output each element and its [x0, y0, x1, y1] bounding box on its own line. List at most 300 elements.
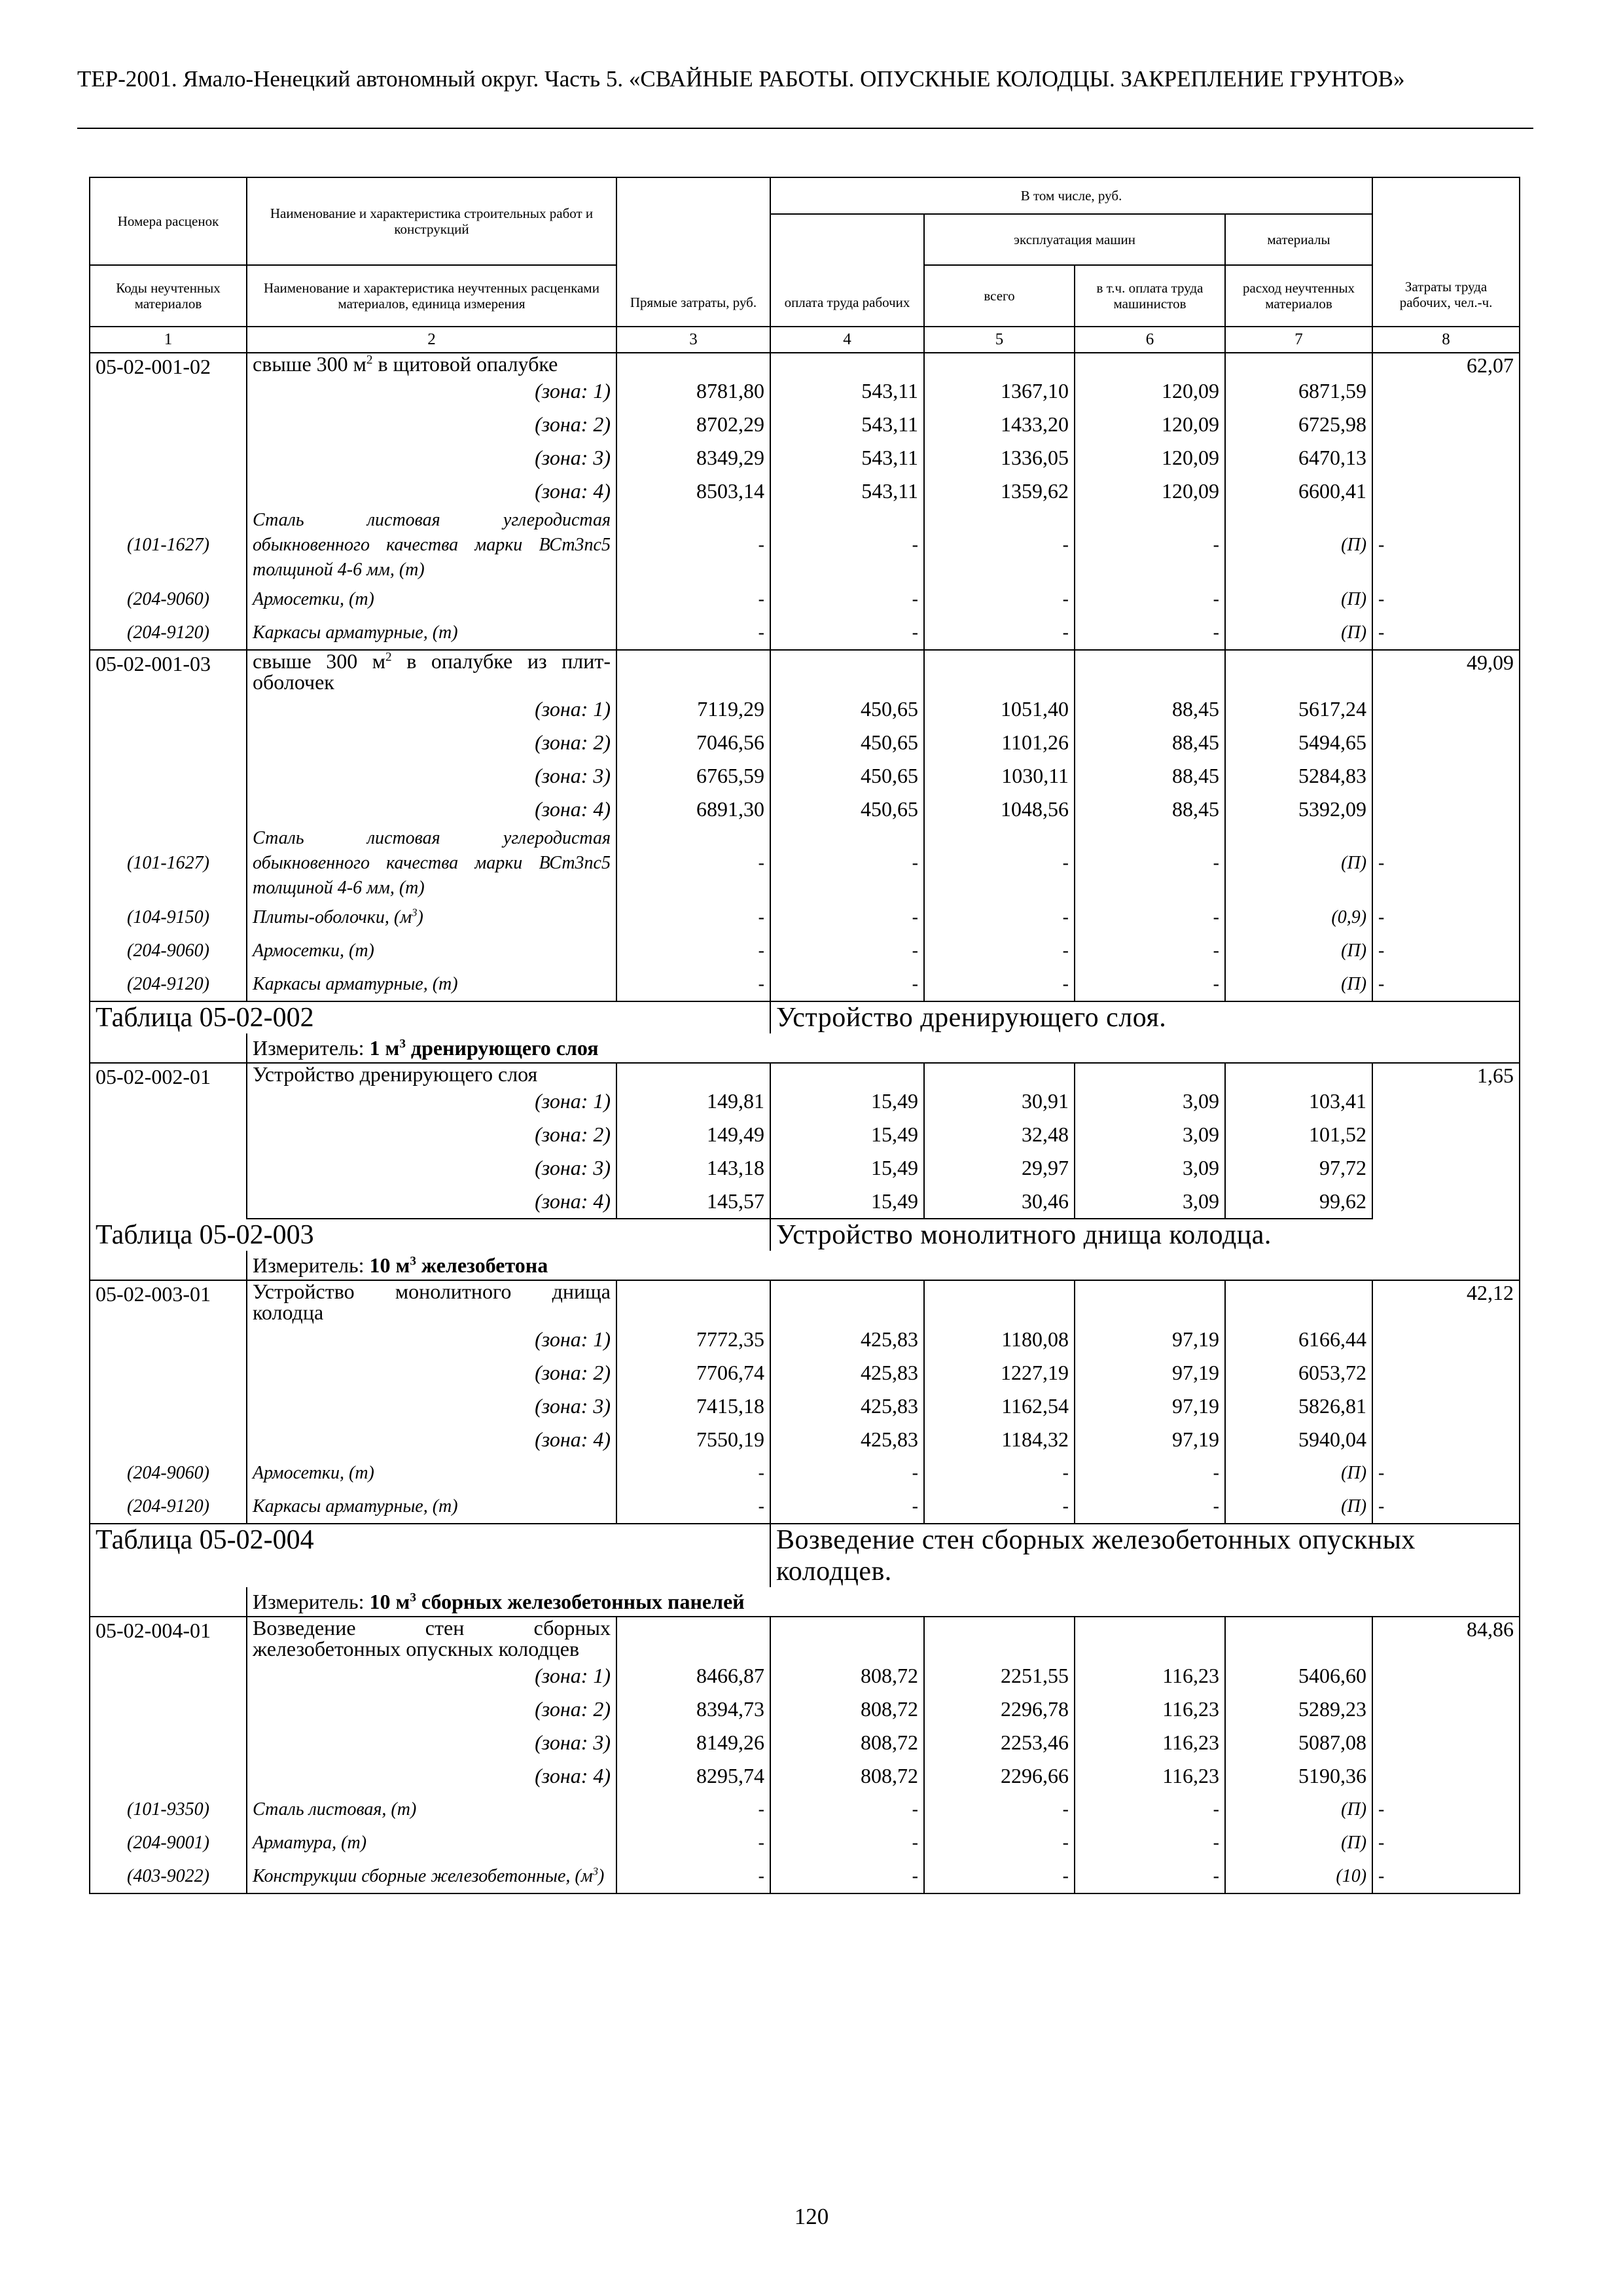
zone-label: (зона: 1): [247, 1659, 616, 1693]
measure-value: [370, 1036, 599, 1060]
dash-cell: -: [616, 583, 770, 616]
table-title: Устройство монолитного днища колодца.: [770, 1219, 1520, 1251]
value-cell: 149,49: [616, 1118, 770, 1151]
zone-label: (зона: 3): [247, 1151, 616, 1185]
labor-dash: -: [1372, 1793, 1520, 1826]
material-row: [90, 967, 1520, 1001]
empty-cell: [770, 1063, 924, 1085]
material-row: [90, 1490, 1520, 1524]
material-quantity: (П): [1225, 616, 1372, 650]
value-cell: 120,09: [1075, 408, 1225, 441]
zone-row: [90, 1759, 1520, 1793]
value-cell: 1030,11: [924, 759, 1075, 793]
labor-dash: -: [1372, 1826, 1520, 1859]
column-numbers-row: [90, 327, 1520, 353]
dash-cell: -: [770, 1826, 924, 1859]
value-cell: 88,45: [1075, 793, 1225, 826]
name-superscript: 3: [412, 906, 418, 919]
name-text: Конструкции сборные железобетонные, (м: [253, 1865, 593, 1886]
zone-row: [90, 374, 1520, 408]
value-cell: 145,57: [616, 1185, 770, 1219]
empty-cell: [1075, 1063, 1225, 1085]
labor-dash: -: [1372, 583, 1520, 616]
value-cell: 543,11: [770, 441, 924, 475]
value-cell: 8149,26: [616, 1726, 770, 1759]
dash-cell: -: [770, 826, 924, 901]
dash-cell: -: [616, 1859, 770, 1893]
value-cell: 543,11: [770, 374, 924, 408]
empty-cell: [1075, 1617, 1225, 1659]
header-rule: [77, 128, 1533, 129]
value-cell: 1180,08: [924, 1323, 1075, 1356]
material-code: (204-9120): [90, 616, 247, 650]
zone-label: (зона: 1): [247, 1085, 616, 1118]
empty-cell: [616, 353, 770, 374]
value-cell: 3,09: [1075, 1118, 1225, 1151]
labor-hours: 42,12: [1372, 1280, 1520, 1456]
measure-unit: [247, 1251, 1520, 1280]
measure-label: Измеритель:: [253, 1590, 370, 1613]
dash-cell: -: [924, 934, 1075, 967]
dash-cell: -: [770, 934, 924, 967]
empty-cell: [1075, 650, 1225, 692]
material-quantity: (П): [1225, 1490, 1372, 1524]
table-title: Устройство дренирующего слоя.: [770, 1001, 1520, 1033]
zone-label: (зона: 4): [247, 475, 616, 508]
value-cell: 88,45: [1075, 759, 1225, 793]
empty-cell: [616, 650, 770, 692]
zone-label: (зона: 4): [247, 1185, 616, 1219]
name-text: в щитовой опалубке: [372, 352, 558, 376]
material-name: Армосетки, (т): [247, 1456, 616, 1490]
zone-row: [90, 692, 1520, 726]
value-cell: 88,45: [1075, 726, 1225, 759]
dash-cell: -: [924, 508, 1075, 583]
dash-cell: -: [1075, 901, 1225, 934]
measure-label: Измеритель:: [253, 1253, 370, 1277]
header-work-name: Наименование и характеристика строительных работ и конструкций: [247, 177, 616, 265]
value-cell: 99,62: [1225, 1185, 1372, 1219]
value-cell: 3,09: [1075, 1085, 1225, 1118]
name-superscript: 2: [366, 353, 373, 367]
value-cell: 116,23: [1075, 1759, 1225, 1793]
rate-name: [247, 353, 616, 374]
dash-cell: -: [1075, 1826, 1225, 1859]
material-code: (101-1627): [90, 826, 247, 901]
empty-cell: [616, 1063, 770, 1085]
value-cell: 425,83: [770, 1356, 924, 1390]
header-material-codes: Коды неучтенных материалов: [90, 265, 247, 327]
material-row: [90, 1456, 1520, 1490]
header-direct-costs: Прямые затраты, руб.: [616, 177, 770, 327]
value-cell: 450,65: [770, 692, 924, 726]
zone-row: [90, 1085, 1520, 1118]
dash-cell: -: [770, 1456, 924, 1490]
zone-label: (зона: 4): [247, 1423, 616, 1456]
value-cell: 3,09: [1075, 1185, 1225, 1219]
value-cell: 7550,19: [616, 1423, 770, 1456]
dash-cell: -: [924, 1826, 1075, 1859]
value-cell: 116,23: [1075, 1726, 1225, 1759]
dash-cell: -: [924, 1456, 1075, 1490]
dash-cell: -: [1075, 583, 1225, 616]
labor-dash: -: [1372, 934, 1520, 967]
labor-hours: 1,65: [1372, 1063, 1520, 1219]
measure-unit: [247, 1033, 1520, 1063]
measure-value: [370, 1253, 548, 1277]
dash-cell: -: [1075, 616, 1225, 650]
value-cell: 15,49: [770, 1085, 924, 1118]
zone-row: [90, 793, 1520, 826]
zone-label: (зона: 3): [247, 1726, 616, 1759]
dash-cell: -: [924, 583, 1075, 616]
value-cell: 5940,04: [1225, 1423, 1372, 1456]
zone-row: [90, 408, 1520, 441]
value-cell: 32,48: [924, 1118, 1075, 1151]
value-cell: 808,72: [770, 1659, 924, 1693]
zone-row: [90, 441, 1520, 475]
value-cell: 6166,44: [1225, 1323, 1372, 1356]
labor-dash: -: [1372, 508, 1520, 583]
value-cell: 2251,55: [924, 1659, 1075, 1693]
empty-cell: [1225, 353, 1372, 374]
rate-title-row: [90, 353, 1520, 374]
value-cell: 6725,98: [1225, 408, 1372, 441]
estimate-table: [89, 177, 1520, 1894]
empty-cell: [616, 1280, 770, 1323]
value-cell: 450,65: [770, 759, 924, 793]
labor-dash: -: [1372, 901, 1520, 934]
zone-label: (зона: 1): [247, 374, 616, 408]
value-cell: 8394,73: [616, 1693, 770, 1726]
value-cell: 5617,24: [1225, 692, 1372, 726]
dash-cell: -: [616, 1490, 770, 1524]
value-cell: 450,65: [770, 793, 924, 826]
value-cell: 450,65: [770, 726, 924, 759]
value-cell: 1162,54: [924, 1390, 1075, 1423]
material-row: [90, 901, 1520, 934]
value-cell: 97,19: [1075, 1356, 1225, 1390]
column-number: 6: [1075, 327, 1225, 353]
rate-code: 05-02-002-01: [90, 1063, 247, 1219]
material-row: [90, 616, 1520, 650]
labor-dash: -: [1372, 826, 1520, 901]
dash-cell: -: [616, 1826, 770, 1859]
value-cell: 29,97: [924, 1151, 1075, 1185]
material-name: Каркасы арматурные, (т): [247, 967, 616, 1001]
value-cell: 1227,19: [924, 1356, 1075, 1390]
measure-superscript: 3: [410, 1254, 416, 1268]
empty-cell: [770, 650, 924, 692]
material-row: [90, 1826, 1520, 1859]
material-quantity: (П): [1225, 826, 1372, 901]
name-text: свыше 300 м: [253, 352, 366, 376]
material-name: [247, 901, 616, 934]
header-including: В том числе, руб.: [770, 177, 1372, 214]
measure-text: железобетона: [416, 1253, 548, 1277]
column-number: 2: [247, 327, 616, 353]
value-cell: 120,09: [1075, 441, 1225, 475]
value-cell: 97,19: [1075, 1390, 1225, 1423]
empty-cell: [924, 1063, 1075, 1085]
value-cell: 15,49: [770, 1151, 924, 1185]
dash-cell: -: [1075, 826, 1225, 901]
header-material-usage: расход неучтенных материалов: [1225, 265, 1372, 327]
measure-text: 10 м: [369, 1253, 410, 1277]
value-cell: 808,72: [770, 1726, 924, 1759]
measure-row: [90, 1033, 1520, 1063]
rate-code: 05-02-003-01: [90, 1280, 247, 1456]
labor-hours: 49,09: [1372, 650, 1520, 826]
dash-cell: -: [770, 967, 924, 1001]
labor-dash: -: [1372, 967, 1520, 1001]
material-code: (104-9150): [90, 901, 247, 934]
column-number: 5: [924, 327, 1075, 353]
measure-text: дренирующего слоя: [405, 1036, 599, 1060]
value-cell: 116,23: [1075, 1659, 1225, 1693]
value-cell: 1367,10: [924, 374, 1075, 408]
value-cell: 7046,56: [616, 726, 770, 759]
empty-cell: [770, 1280, 924, 1323]
material-code: (204-9120): [90, 1490, 247, 1524]
dash-cell: -: [616, 508, 770, 583]
value-cell: 88,45: [1075, 692, 1225, 726]
value-cell: 5289,23: [1225, 1693, 1372, 1726]
zone-row: [90, 726, 1520, 759]
empty-cell: [1225, 1617, 1372, 1659]
empty-cell: [1225, 1063, 1372, 1085]
material-name: Сталь листовая, (т): [247, 1793, 616, 1826]
dash-cell: -: [616, 967, 770, 1001]
dash-cell: -: [924, 1793, 1075, 1826]
material-row: [90, 508, 1520, 583]
name-text: в опалубке из плит-оболочек: [253, 649, 611, 694]
dash-cell: -: [1075, 1490, 1225, 1524]
header-rate-numbers: Номера расценок: [90, 177, 247, 265]
empty-cell: [1225, 1280, 1372, 1323]
dash-cell: -: [1075, 1859, 1225, 1893]
value-cell: 8781,80: [616, 374, 770, 408]
value-cell: 8349,29: [616, 441, 770, 475]
material-code: (204-9120): [90, 967, 247, 1001]
value-cell: 8503,14: [616, 475, 770, 508]
zone-label: (зона: 3): [247, 759, 616, 793]
header-machines: эксплуатация машин: [924, 214, 1225, 265]
material-code: (101-9350): [90, 1793, 247, 1826]
empty-cell: [1225, 650, 1372, 692]
value-cell: 5392,09: [1225, 793, 1372, 826]
material-quantity: (П): [1225, 1456, 1372, 1490]
material-quantity: (П): [1225, 1793, 1372, 1826]
zone-row: [90, 1118, 1520, 1151]
value-cell: 543,11: [770, 475, 924, 508]
empty-cell: [1075, 1280, 1225, 1323]
header-material-names: Наименование и характеристика неучтенных расценками материалов, единица измерения: [247, 265, 616, 327]
zone-label: (зона: 2): [247, 1693, 616, 1726]
value-cell: 5826,81: [1225, 1390, 1372, 1423]
value-cell: 5494,65: [1225, 726, 1372, 759]
value-cell: 7772,35: [616, 1323, 770, 1356]
value-cell: 120,09: [1075, 374, 1225, 408]
value-cell: 1048,56: [924, 793, 1075, 826]
material-name: Каркасы арматурные, (т): [247, 1490, 616, 1524]
value-cell: 15,49: [770, 1118, 924, 1151]
estimate-table-body: [90, 177, 1520, 1893]
material-name: Армосетки, (т): [247, 583, 616, 616]
material-name: Каркасы арматурные, (т): [247, 616, 616, 650]
dash-cell: -: [1075, 967, 1225, 1001]
material-code: (204-9060): [90, 934, 247, 967]
material-quantity: (0,9): [1225, 901, 1372, 934]
value-cell: 425,83: [770, 1423, 924, 1456]
empty-cell: [90, 1033, 247, 1063]
labor-dash: -: [1372, 1456, 1520, 1490]
dash-cell: -: [616, 901, 770, 934]
value-cell: 2253,46: [924, 1726, 1075, 1759]
value-cell: 425,83: [770, 1323, 924, 1356]
measure-text: 1 м: [369, 1036, 400, 1060]
table-title-row: [90, 1219, 1520, 1251]
value-cell: 7706,74: [616, 1356, 770, 1390]
value-cell: 6470,13: [1225, 441, 1372, 475]
dash-cell: -: [616, 1456, 770, 1490]
value-cell: 116,23: [1075, 1693, 1225, 1726]
rate-name: Устройство дренирующего слоя: [247, 1063, 616, 1085]
rate-title-row: [90, 650, 1520, 692]
value-cell: 30,46: [924, 1185, 1075, 1219]
header-materials: материалы: [1225, 214, 1372, 265]
name-superscript: 2: [385, 650, 392, 664]
zone-row: [90, 759, 1520, 793]
labor-dash: -: [1372, 1490, 1520, 1524]
material-name: Сталь листовая углеродистая обыкновенного качества марки ВСт3пс5 толщиной 4-6 мм, (т): [247, 508, 616, 583]
dash-cell: -: [1075, 934, 1225, 967]
value-cell: 103,41: [1225, 1085, 1372, 1118]
value-cell: 5190,36: [1225, 1759, 1372, 1793]
measure-row: [90, 1251, 1520, 1280]
dash-cell: -: [616, 934, 770, 967]
labor-dash: -: [1372, 1859, 1520, 1893]
measure-unit: [247, 1587, 1520, 1617]
rate-code: 05-02-001-02: [90, 353, 247, 508]
dash-cell: -: [924, 1490, 1075, 1524]
dash-cell: -: [770, 1793, 924, 1826]
dash-cell: -: [770, 901, 924, 934]
name-text: Плиты-оболочки, (м: [253, 906, 412, 927]
measure-text: сборных железобетонных панелей: [416, 1590, 745, 1613]
zone-row: [90, 1390, 1520, 1423]
value-cell: 1433,20: [924, 408, 1075, 441]
material-code: (101-1627): [90, 508, 247, 583]
material-quantity: (П): [1225, 508, 1372, 583]
empty-cell: [90, 1587, 247, 1617]
material-row: [90, 1859, 1520, 1893]
measure-superscript: 3: [410, 1590, 416, 1605]
dash-cell: -: [616, 1793, 770, 1826]
value-cell: 2296,78: [924, 1693, 1075, 1726]
zone-row: [90, 1356, 1520, 1390]
zone-label: (зона: 2): [247, 408, 616, 441]
table-number: Таблица 05-02-003: [90, 1219, 770, 1251]
value-cell: 6871,59: [1225, 374, 1372, 408]
header-machines-total: всего: [924, 265, 1075, 327]
material-row: [90, 1793, 1520, 1826]
header-worker-pay: оплата труда рабочих: [770, 214, 924, 327]
material-quantity: (П): [1225, 583, 1372, 616]
material-quantity: (П): [1225, 967, 1372, 1001]
value-cell: 8295,74: [616, 1759, 770, 1793]
value-cell: 425,83: [770, 1390, 924, 1423]
empty-cell: [770, 353, 924, 374]
rate-title-row: [90, 1280, 1520, 1323]
dash-cell: -: [924, 616, 1075, 650]
value-cell: 149,81: [616, 1085, 770, 1118]
value-cell: 5284,83: [1225, 759, 1372, 793]
value-cell: 97,72: [1225, 1151, 1372, 1185]
value-cell: 2296,66: [924, 1759, 1075, 1793]
value-cell: 97,19: [1075, 1323, 1225, 1356]
zone-label: (зона: 2): [247, 1356, 616, 1390]
value-cell: 6765,59: [616, 759, 770, 793]
empty-cell: [924, 1280, 1075, 1323]
zone-row: [90, 1423, 1520, 1456]
value-cell: 120,09: [1075, 475, 1225, 508]
name-superscript: 3: [592, 1865, 598, 1878]
column-number: 1: [90, 327, 247, 353]
value-cell: 15,49: [770, 1185, 924, 1219]
material-row: [90, 934, 1520, 967]
value-cell: 30,91: [924, 1085, 1075, 1118]
value-cell: 8466,87: [616, 1659, 770, 1693]
dash-cell: -: [924, 1859, 1075, 1893]
value-cell: 1359,62: [924, 475, 1075, 508]
table-number: Таблица 05-02-004: [90, 1524, 770, 1587]
material-name: Сталь листовая углеродистая обыкновенного качества марки ВСт3пс5 толщиной 4-6 мм, (т): [247, 826, 616, 901]
zone-label: (зона: 1): [247, 692, 616, 726]
dash-cell: -: [924, 901, 1075, 934]
dash-cell: -: [770, 583, 924, 616]
material-name: [247, 1859, 616, 1893]
table-title-row: [90, 1001, 1520, 1033]
material-code: (403-9022): [90, 1859, 247, 1893]
column-number: 4: [770, 327, 924, 353]
value-cell: 7415,18: [616, 1390, 770, 1423]
dash-cell: -: [770, 616, 924, 650]
rate-name: Возведение стен сборных железобетонных опускных колодцев: [247, 1617, 616, 1659]
zone-label: (зона: 3): [247, 1390, 616, 1423]
material-code: (204-9060): [90, 583, 247, 616]
empty-cell: [1075, 353, 1225, 374]
material-name: Арматура, (т): [247, 1826, 616, 1859]
measure-text: 10 м: [369, 1590, 410, 1613]
material-quantity: (10): [1225, 1859, 1372, 1893]
zone-row: [90, 1151, 1520, 1185]
measure-row: [90, 1587, 1520, 1617]
dash-cell: -: [616, 616, 770, 650]
empty-cell: [770, 1617, 924, 1659]
empty-cell: [90, 1251, 247, 1280]
zone-label: (зона: 2): [247, 1118, 616, 1151]
measure-label: Измеритель:: [253, 1036, 370, 1060]
value-cell: 1101,26: [924, 726, 1075, 759]
column-number: 3: [616, 327, 770, 353]
material-code: (204-9001): [90, 1826, 247, 1859]
measure-value: [370, 1590, 745, 1613]
page-number: 120: [794, 2204, 829, 2229]
value-cell: 1184,32: [924, 1423, 1075, 1456]
value-cell: 543,11: [770, 408, 924, 441]
zone-label: (зона: 4): [247, 793, 616, 826]
